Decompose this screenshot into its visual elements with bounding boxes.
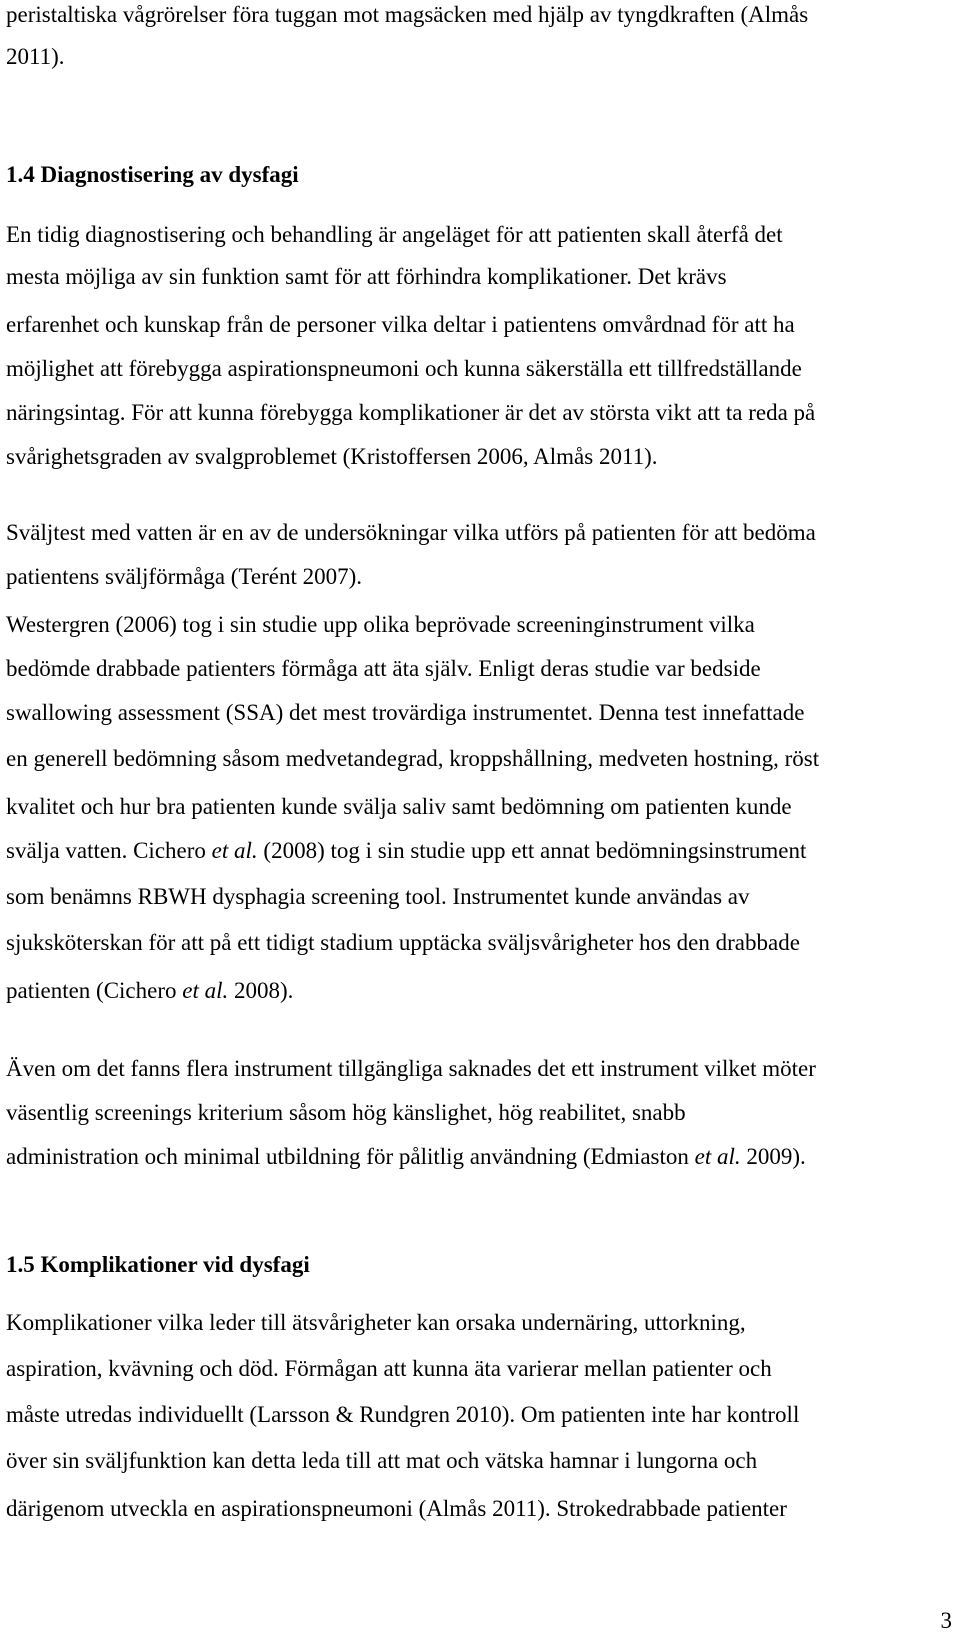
text-line	[6, 1142, 806, 1172]
text-line	[6, 836, 806, 866]
text-line: måste utredas individuellt (Larsson & Rundgren 2010). Om patienten inte har kontroll	[6, 1402, 800, 1427]
text-line: bedömde drabbade patienters förmåga att äta själv. Enligt deras studie var bedside	[6, 656, 761, 681]
text-run: 2008).	[228, 978, 294, 1003]
text-line: svårighetsgraden av svalgproblemet (Kristoffersen 2006, Almås 2011).	[6, 444, 658, 469]
text-run: svälja vatten. Cichero	[6, 838, 212, 863]
italic-text: et al.	[694, 1144, 741, 1169]
text-run: 2009).	[740, 1144, 806, 1169]
text-line: erfarenhet och kunskap från de personer vilka deltar i patientens omvårdnad för att ha	[6, 312, 795, 337]
text-line: swallowing assessment (SSA) det mest trovärdiga instrumentet. Denna test innefattade	[6, 700, 805, 725]
text-line: därigenom utveckla en aspirationspneumoni (Almås 2011). Strokedrabbade patienter	[6, 1496, 787, 1521]
text-line: 2011).	[6, 44, 65, 69]
section-heading-1-4: 1.4 Diagnostisering av dysfagi	[6, 162, 299, 187]
text-line: patientens sväljförmåga (Terént 2007).	[6, 564, 363, 589]
text-line: aspiration, kvävning och död. Förmågan att kunna äta varierar mellan patienter och	[6, 1356, 772, 1381]
text-line: möjlighet att förebygga aspirationspneumoni och kunna säkerställa ett tillfredställande	[6, 356, 802, 381]
text-line: kvalitet och hur bra patienten kunde svälja saliv samt bedömning om patienten kunde	[6, 794, 792, 819]
italic-text: et al.	[182, 978, 229, 1003]
text-run: (2008) tog i sin studie upp ett annat bedömningsinstrument	[257, 838, 807, 863]
text-line: som benämns RBWH dysphagia screening tool. Instrumentet kunde användas av	[6, 884, 750, 909]
text-run: administration och minimal utbildning för pålitlig användning (Edmiaston	[6, 1144, 695, 1169]
text-line: peristaltiska vågrörelser föra tuggan mot magsäcken med hjälp av tyngdkraften (Almås	[6, 2, 809, 27]
text-line: Sväljtest med vatten är en av de undersökningar vilka utförs på patienten för att bedöma	[6, 520, 816, 545]
text-line: sjuksköterskan för att på ett tidigt stadium upptäcka sväljsvårigheter hos den drabbade	[6, 930, 800, 955]
page-number: 3	[940, 1608, 952, 1633]
section-heading-1-5: 1.5 Komplikationer vid dysfagi	[6, 1252, 310, 1277]
text-line: Westergren (2006) tog i sin studie upp olika beprövade screeninginstrument vilka	[6, 612, 755, 637]
text-line: Även om det fanns flera instrument tillgängliga saknades det ett instrument vilket möter	[6, 1056, 816, 1081]
italic-text: et al.	[211, 838, 258, 863]
text-line: Komplikationer vilka leder till ätsvårigheter kan orsaka undernäring, uttorkning,	[6, 1310, 746, 1335]
text-line: mesta möjliga av sin funktion samt för att förhindra komplikationer. Det krävs	[6, 264, 727, 289]
text-line: väsentlig screenings kriterium såsom hög känslighet, hög reabilitet, snabb	[6, 1100, 686, 1125]
text-line: en generell bedömning såsom medvetandegrad, kroppshållning, medveten hostning, röst	[6, 746, 820, 771]
text-line	[6, 976, 293, 1006]
text-run: patienten (Cichero	[6, 978, 183, 1003]
text-line: över sin sväljfunktion kan detta leda till att mat och vätska hamnar i lungorna och	[6, 1448, 758, 1473]
text-line: näringsintag. För att kunna förebygga komplikationer är det av största vikt att ta reda på	[6, 400, 816, 425]
text-line: En tidig diagnostisering och behandling är angeläget för att patienten skall återfå det	[6, 222, 783, 247]
